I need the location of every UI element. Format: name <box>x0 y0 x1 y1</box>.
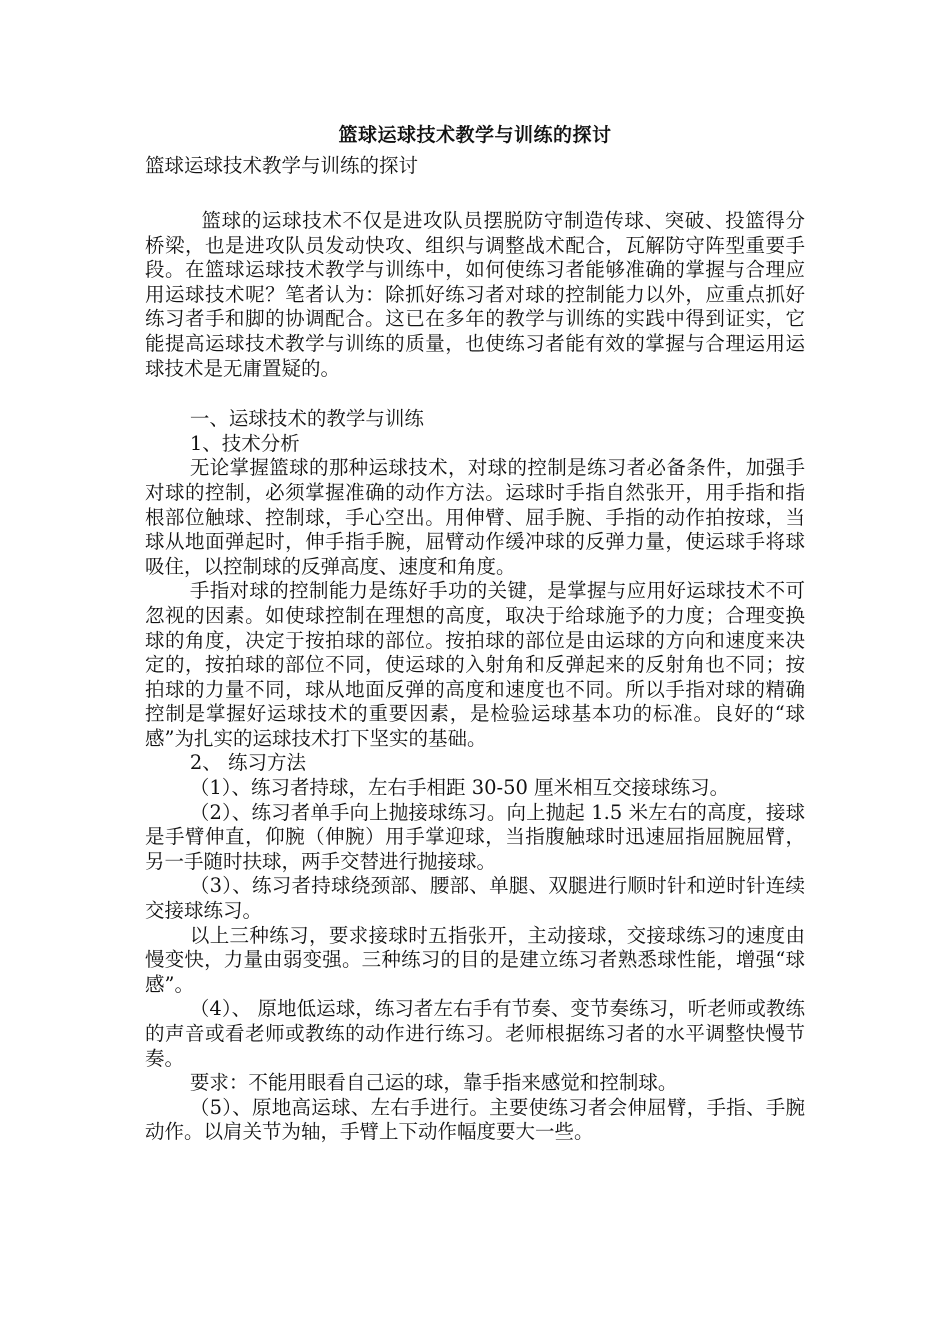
body-paragraph: 以上三种练习，要求接球时五指张开，主动接球，交接球练习的速度由慢变快，力量由弱变强。三种练习的目的是建立练习者熟悉球性能，增强“球感”。 <box>145 923 805 996</box>
exercise-item: （2）、练习者单手向上抛接球练习。向上抛起 1.5 米左右的高度，接球是手臂伸直，仰腕（伸腕）用手掌迎球，当指腹触球时迅速屈指屈腕屈臂，另一手随时扶球，两手交替进行抛接球。 <box>145 800 805 873</box>
spacer <box>145 179 805 209</box>
exercise-item: （1）、练习者持球，左右手相距 30-50 厘米相互交接球练习。 <box>189 776 730 800</box>
body-paragraph: 手指对球的控制能力是练好手功的关键，是掌握与应用好运球技术不可忽视的因素。如使球控制在理想的高度，取决于给球施予的力度；合理变换球的角度，决定于按拍球的部位。按拍球的部位是由运球的方向和速度来决定的，按拍球的部位不同，使运球的入射角和反弹起来的反射角也不同；按拍球的力量不同，球从地面反弹的高度和速度也不同。所以手指对球的精确控制是掌握好运球技术的重要因素，是检验运球基本功的标准。良好的“球感”为扎实的运球技术打下坚实的基础。 <box>145 579 805 750</box>
subsection-heading: 1、技术分析 <box>189 431 300 455</box>
spacer <box>145 381 805 407</box>
body-paragraph: 无论掌握篮球的那种运球技术，对球的控制是练习者必备条件，加强手对球的控制，必须掌握准确的动作方法。运球时手指自然张开，用手指和指根部位触球、控制球，手心空出。用伸臂、屈手腕、手指的动作拍按球，当球从地面弹起时，伸手指手腕，屈臂动作缓冲球的反弹力量，使运球手将球吸住，以控制球的反弹高度、速度和角度。 <box>145 456 805 578</box>
document-title: 篮球运球技术教学与训练的探讨 <box>338 124 612 146</box>
subsection-heading: 2、 练习方法 <box>189 751 306 775</box>
document-page <box>145 118 805 1145</box>
exercise-item: （4）、 原地低运球，练习者左右手有节奏、变节奏练习，听老师或教练的声音或看老师或教练的动作进行练习。老师根据练习者的水平调整快慢节奏。 <box>145 997 805 1070</box>
requirement-note: 要求：不能用眼看自己运的球，靠手指来感觉和控制球。 <box>189 1071 678 1095</box>
document-subtitle: 篮球运球技术教学与训练的探讨 <box>145 154 419 177</box>
exercise-item: （3）、练习者持球绕颈部、腰部、单腿、双腿进行顺时针和逆时针连续交接球练习。 <box>145 874 805 923</box>
section-heading: 一、运球技术的教学与训练 <box>189 407 424 431</box>
intro-paragraph: 篮球的运球技术不仅是进攻队员摆脱防守制造传球、突破、投篮得分桥梁，也是进攻队员发动快攻、组织与调整战术配合，瓦解防守阵型重要手段。在篮球运球技术教学与训练中，如何使练习者能够准确的掌握与合理应用运球技术呢？笔者认为：除抓好练习者对球的控制能力以外，应重点抓好练习者手和脚的协调配合。这已在多年的教学与训练的实践中得到证实，它能提高运球技术教学与训练的质量，也使练习者能有效的掌握与合理运用运球技术是无庸置疑的。 <box>145 209 805 380</box>
exercise-item: （5）、原地高运球、左右手进行。主要使练习者会伸屈臂，手指、手腕动作。以肩关节为轴，手臂上下动作幅度要大一些。 <box>145 1095 805 1144</box>
